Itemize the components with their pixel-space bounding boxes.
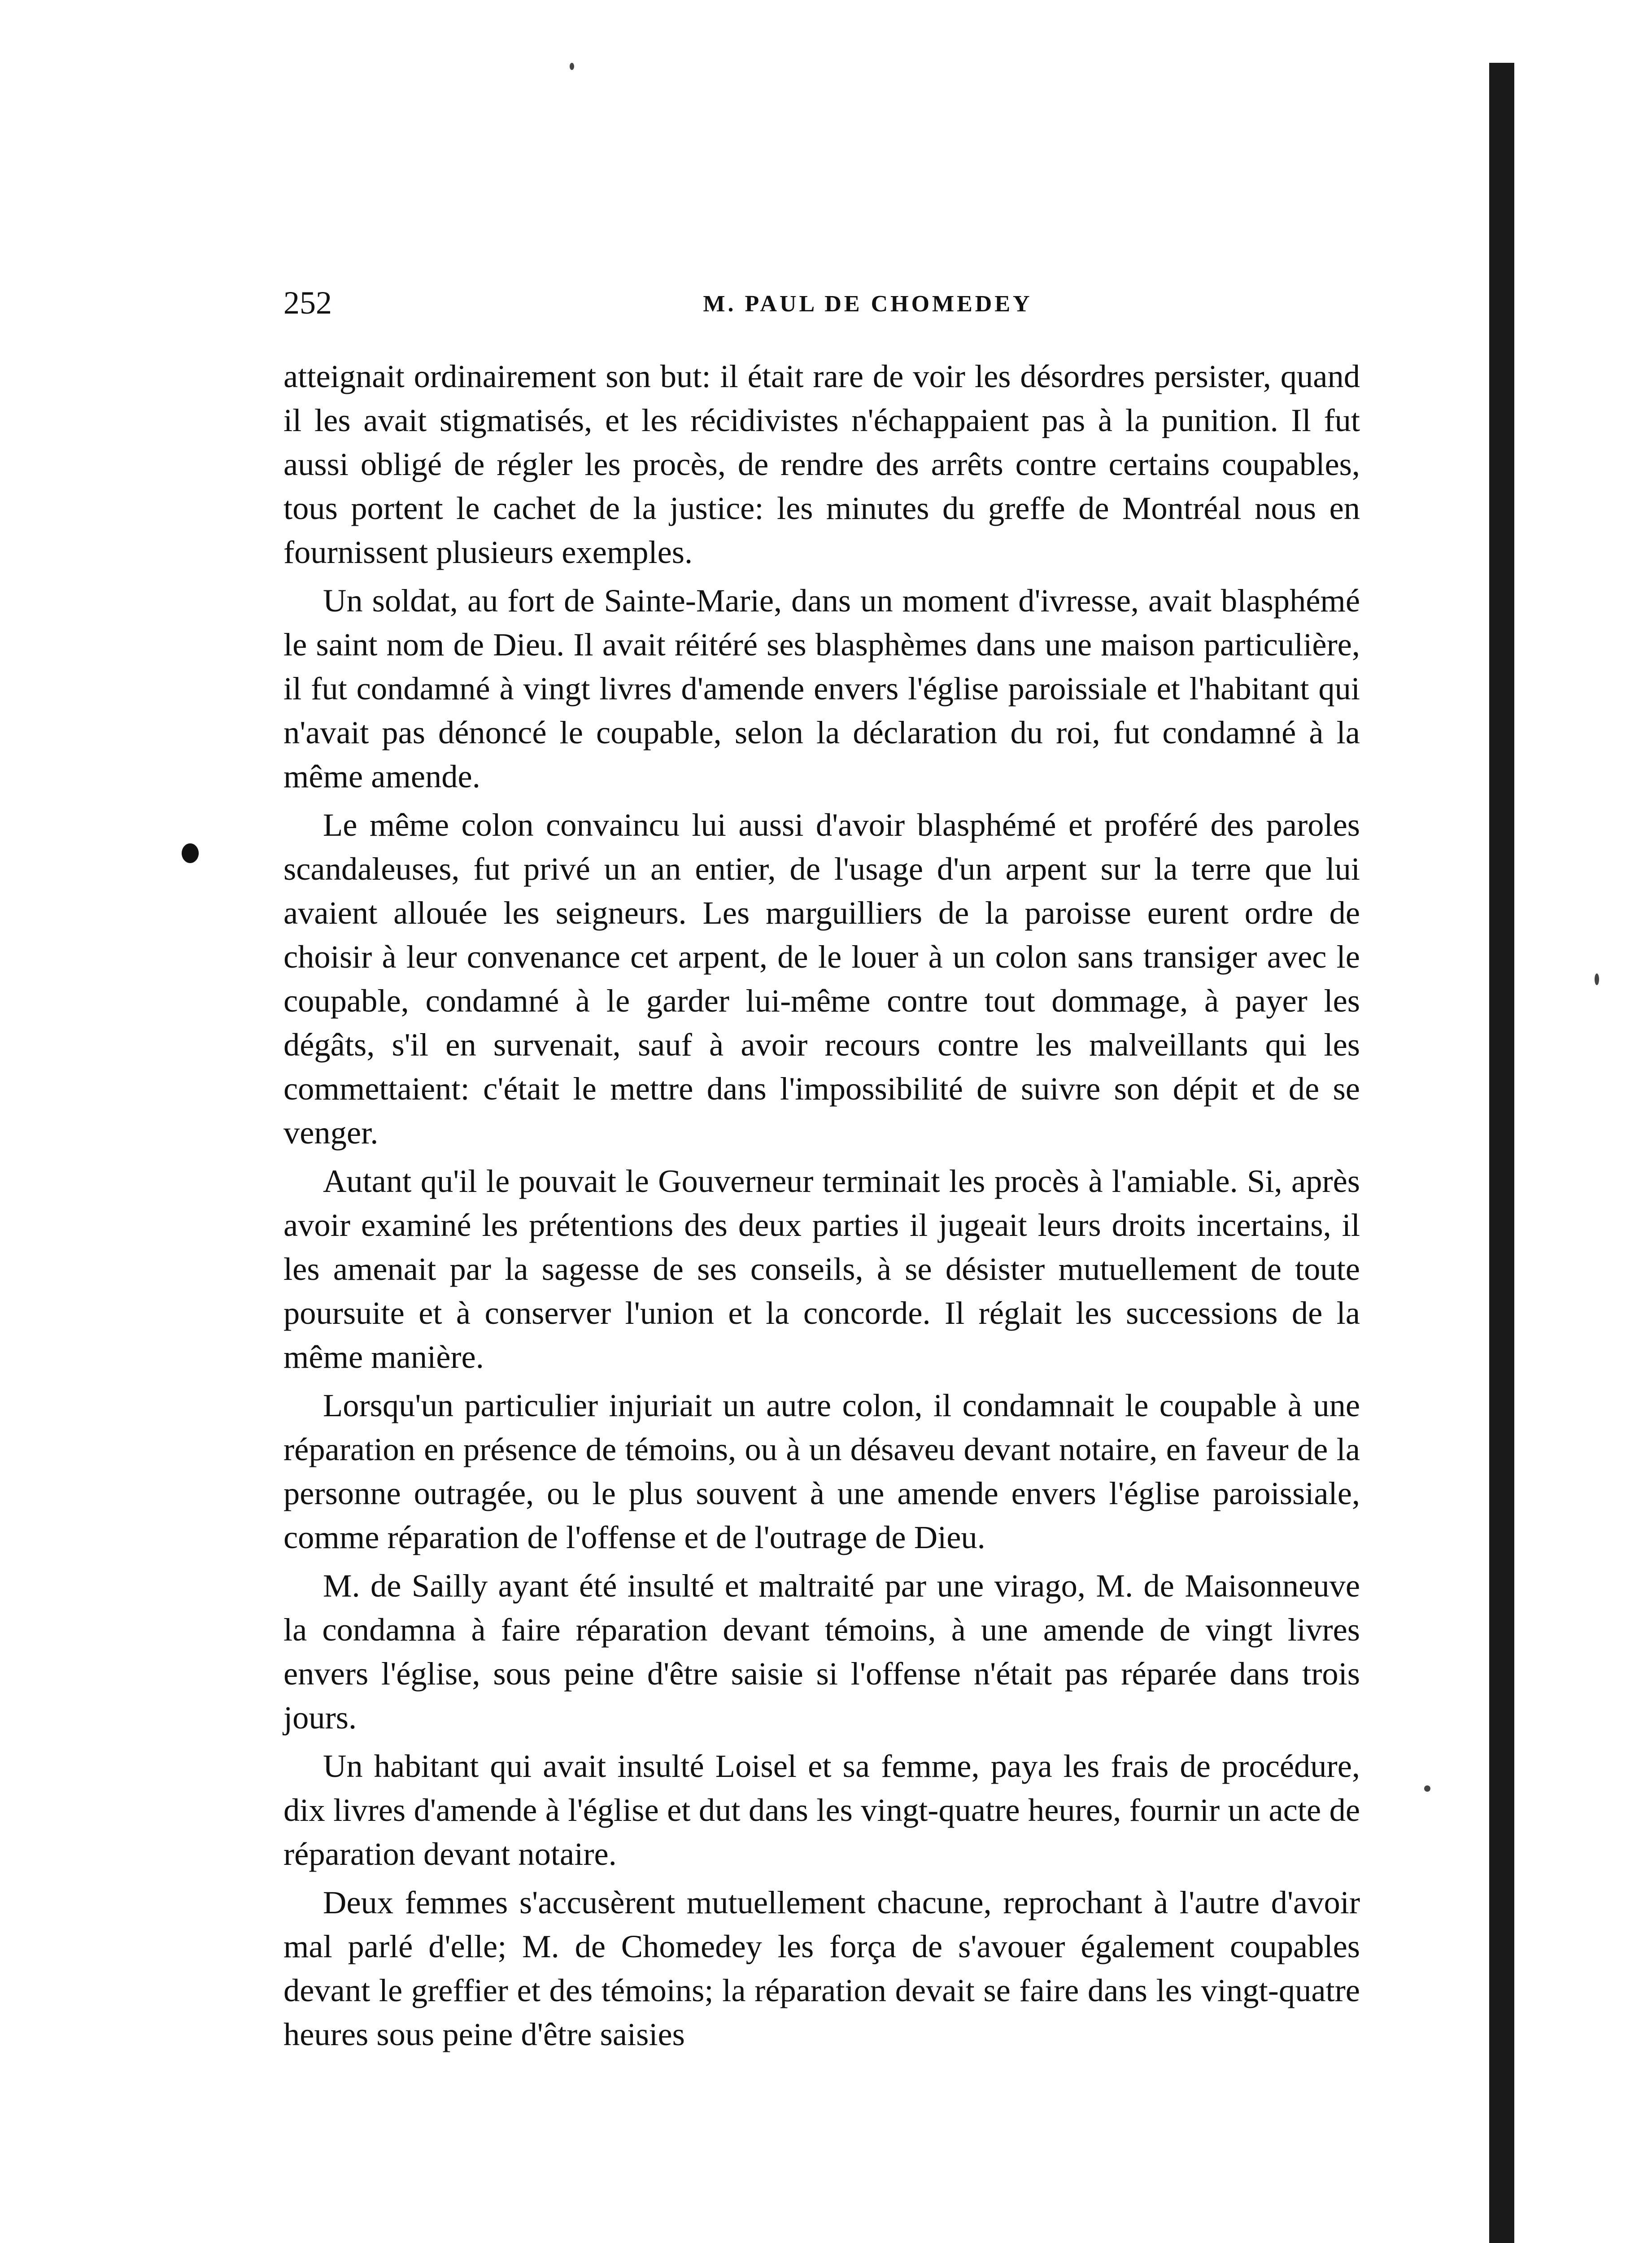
paragraph: Un soldat, au fort de Sainte-Marie, dans un moment d'ivresse, avait blasphémé le saint nom de Dieu. Il avait réitéré ses blasphèmes dans une maison particulière, il fut condamné à vingt livres d'amende envers l'église paroissiale et l'habitant qui n'avait pas dénoncé le coupable, selon la déclaration du roi, fut condamné à la même amende. bbox=[283, 582, 1360, 794]
scan-speck bbox=[1595, 973, 1599, 985]
page-header bbox=[283, 283, 1452, 323]
paragraph: Un habitant qui avait insulté Loisel et sa femme, paya les frais de procédure, dix livres d'amende à l'église et dut dans les vingt-quatre heures, fournir un acte de réparation devant notaire. bbox=[283, 1748, 1360, 1872]
paragraph: Autant qu'il le pouvait le Gouverneur terminait les procès à l'amiable. Si, après avoir examiné les prétentions des deux parties il jugeait leurs droits incertains, il les amenait par la sagesse de ses conseils, à se désister mutuellement de toute poursuite et à conserver l'union et la concorde. Il réglait les successions de la même manière. bbox=[283, 1163, 1360, 1375]
paragraph-continued: atteignait ordinairement son but: il était rare de voir les désordres persister, quand il les avait stigmatisés, et les récidivistes n'échappaient pas à la punition. Il fut aussi obligé de régler les procès, de rendre des arrêts contre certains coupables, tous portent le cachet de la justice: les minutes du greffe de Montréal nous en fournissent plusieurs exemples. bbox=[283, 358, 1360, 570]
paragraph: Deux femmes s'accusèrent mutuellement chacune, reprochant à l'autre d'avoir mal parlé d'elle; M. de Chomedey les força de s'avouer également coupables devant le greffier et des témoins; la réparation devait se faire dans les vingt-quatre heures sous peine d'être saisies bbox=[283, 1884, 1360, 2052]
paragraph: M. de Sailly ayant été insulté et maltraité par une virago, M. de Maisonneuve la condamna à faire réparation devant témoins, à une amende de vingt livres envers l'église, sous peine d'être saisie si l'offense n'était pas réparée dans trois jours. bbox=[283, 1567, 1360, 1736]
scan-speck bbox=[1424, 1785, 1430, 1792]
scan-edge-bar bbox=[1489, 63, 1514, 2243]
paragraph: Lorsqu'un particulier injuriait un autre colon, il condamnait le coupable à une réparation en présence de témoins, ou à un désaveu devant notaire, en faveur de la personne outragée, ou le plus souvent à une amende envers l'église paroissiale, comme réparation de l'offense et de l'outrage de Dieu. bbox=[283, 1387, 1360, 1555]
paragraph: Le même colon convaincu lui aussi d'avoir blasphémé et proféré des paroles scandaleuses, fut privé un an entier, de l'usage d'un arpent sur la terre que lui avaient allouée les seigneurs. Les marguilliers de la paroisse eurent ordre de choisir à leur convenance cet arpent, de le louer à un colon sans transiger avec le coupable, condamné à le garder lui-même contre tout dommage, à payer les dégâts, s'il en survenait, sauf à avoir recours contre les malveillants qui les commettaient: c'était le mettre dans l'impossibilité de suivre son dépit et de se venger. bbox=[283, 807, 1360, 1151]
scan-speck bbox=[570, 63, 574, 70]
margin-ink-blot bbox=[182, 843, 199, 863]
running-title: M. PAUL DE CHOMEDEY bbox=[703, 291, 1033, 317]
page-number: 252 bbox=[283, 285, 332, 321]
body-text bbox=[283, 354, 1360, 2061]
